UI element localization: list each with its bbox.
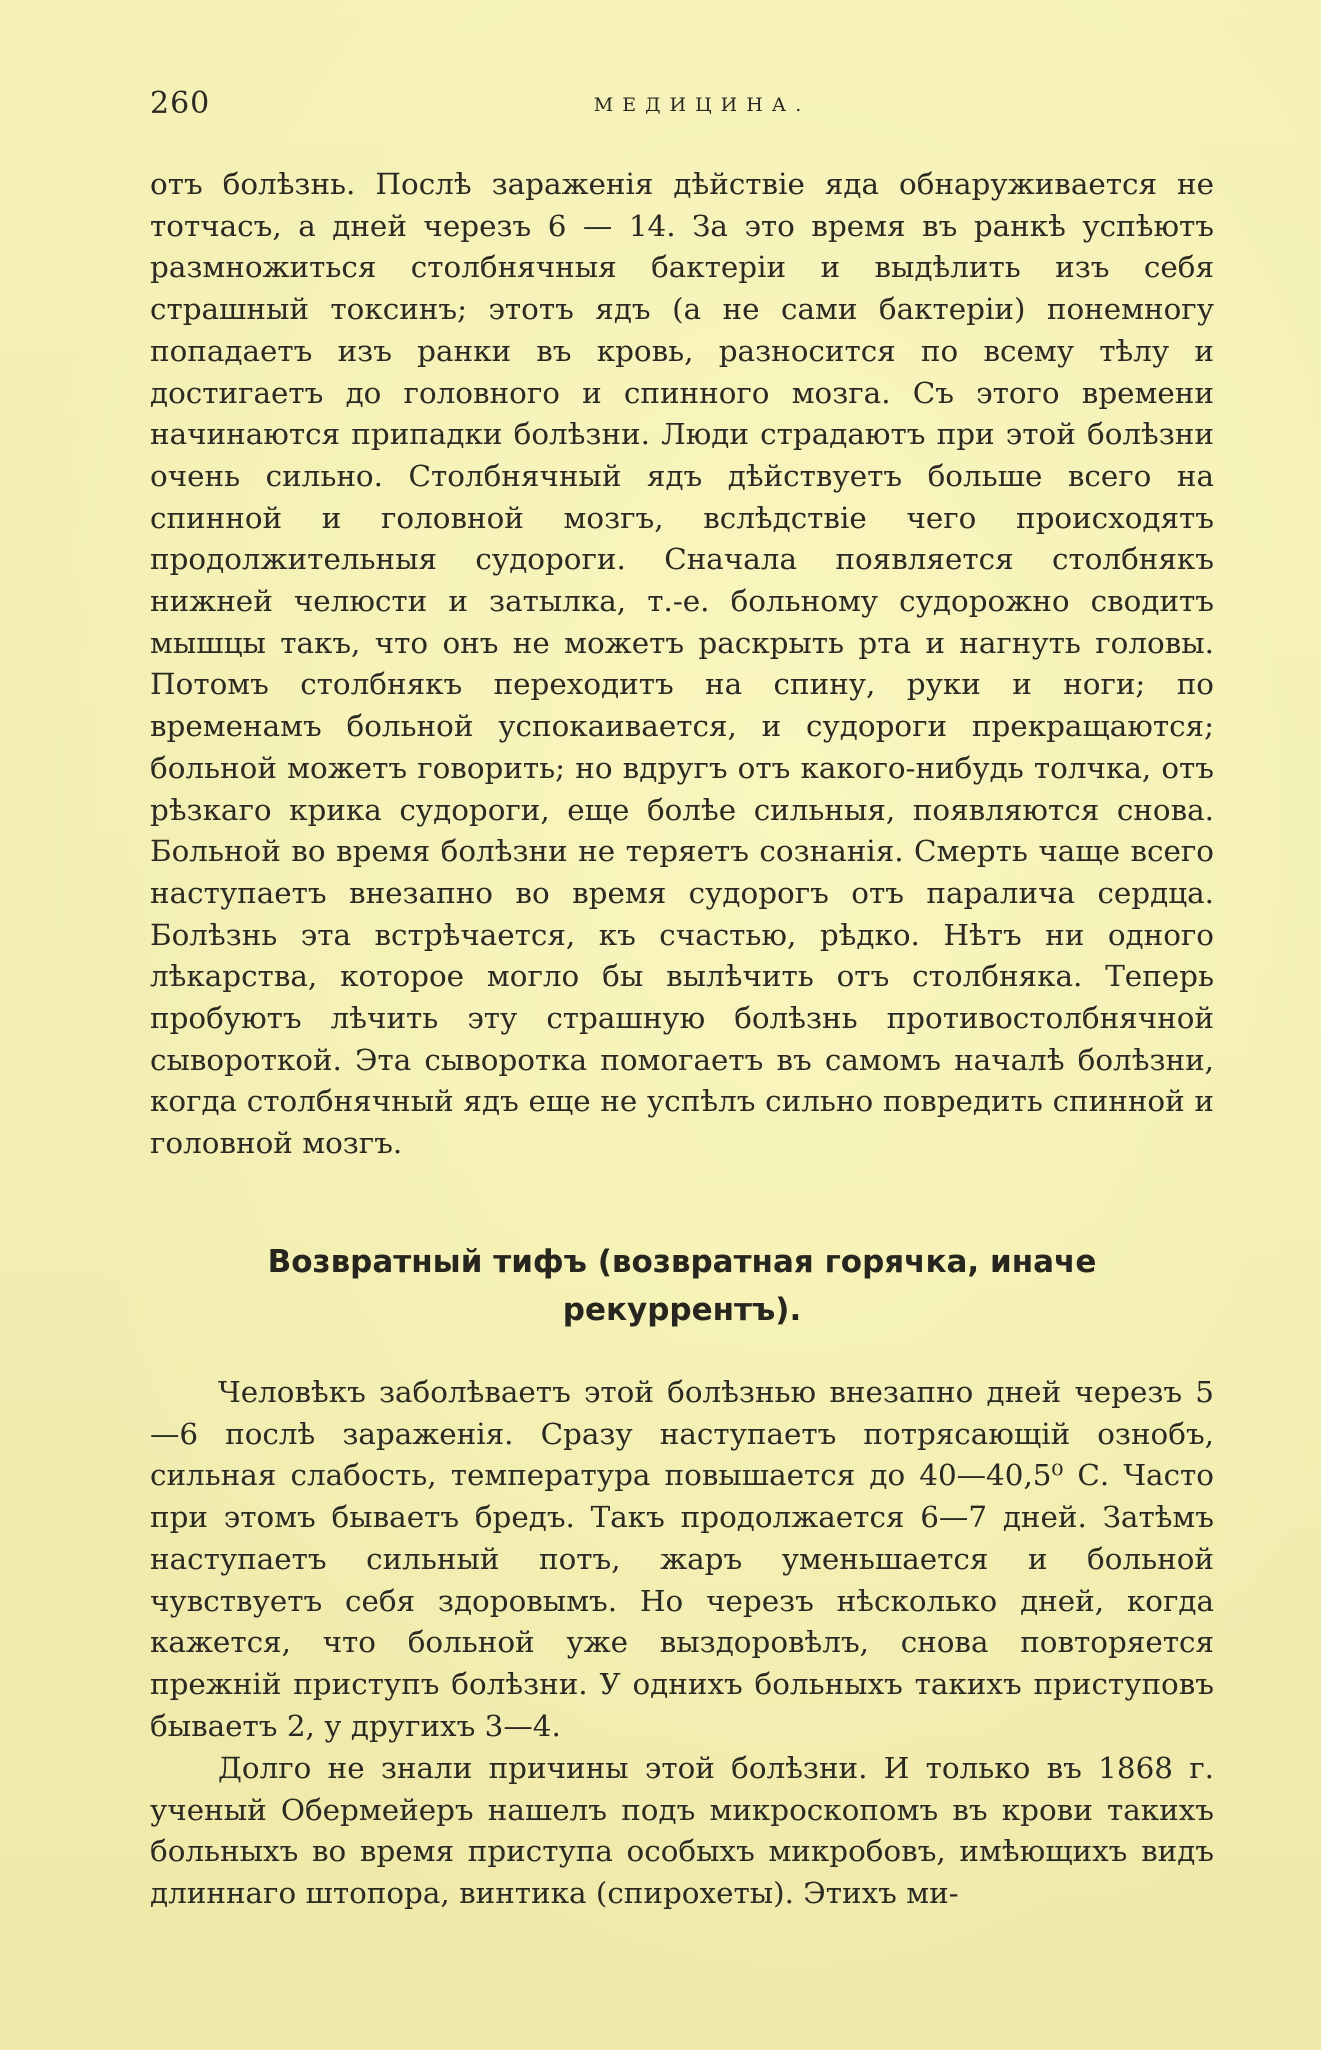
page-header <box>150 86 1214 126</box>
paragraph-text: Человѣкъ заболѣваетъ этой болѣзнью внезапно дней черезъ 5—6 послѣ зараженія. Сразу наступаетъ потрясающій ознобъ, сильная слабость, температура повышается до 40—40,5⁰ С. Часто при этомъ бываетъ бредъ. Такъ продолжается 6—7 дней. Затѣмъ наступаетъ сильный потъ, жаръ уменьшается и больной чувствуетъ себя здоровымъ. Но черезъ нѣсколько дней, когда кажется, что больной уже выздоровѣлъ, снова повторяется прежній приступъ болѣзни. У однихъ больныхъ такихъ приступовъ бываетъ 2, у другихъ 3—4. <box>150 1375 1214 1743</box>
paragraph-tetanus-continued <box>150 164 1214 1165</box>
running-title: МЕДИЦИНА. <box>593 94 811 116</box>
paragraph-text: Долго не знали причины этой болѣзни. И только въ 1868 г. ученый Обермейеръ нашелъ подъ микроскопомъ въ крови такихъ больныхъ во время приступа особыхъ микробовъ, имѣющихъ видъ длиннаго штопора, винтика (спирохеты). Этихъ ми- <box>150 1751 1214 1911</box>
paragraph-text: отъ болѣзнь. Послѣ зараженія дѣйствіе яда обнаруживается не тотчасъ, а дней черезъ 6 — 14. За это время въ ранкѣ успѣютъ размножиться столбнячныя бактеріи и выдѣлить изъ себя страшный токсинъ; этотъ ядъ (а не сами бактеріи) понемногу попадаетъ изъ ранки въ кровь, разносится по всему тѣлу и достигаетъ до головного и спинного мозга. Съ этого времени начинаются припадки болѣзни. Люди страдаютъ при этой болѣзни очень сильно. Столбнячный ядъ дѣйствуетъ больше всего на спинной и головной мозгъ, вслѣдствіе чего происходятъ продолжительныя судороги. Сначала появляется столбнякъ нижней челюсти и затылка, т.-е. больному судорожно сводитъ мышцы такъ, что онъ не можетъ раскрыть рта и нагнуть головы. Потомъ столбнякъ переходитъ на спину, руки и ноги; по временамъ больной успокаивается, и судороги прекращаются; больной можетъ говорить; но вдругъ отъ какого-нибудь толчка, отъ рѣзкаго крика судороги, еще болѣе сильныя, появляются снова. Больной во время болѣзни не теряетъ сознанія. Смерть чаще всего наступаетъ внезапно во время судорогъ отъ паралича сердца. Болѣзнь эта встрѣчается, къ счастью, рѣдко. Нѣтъ ни одного лѣкарства, которое могло бы вылѣчить отъ столбняка. Теперь пробуютъ лѣчить эту страшную болѣзнь противостолбнячной сывороткой. Эта сыворотка помогаетъ въ самомъ началѣ болѣзни, когда столбнячный ядъ еще не успѣлъ сильно повредить спинной и головной мозгъ. <box>150 167 1214 1161</box>
paragraph-relapsing-fever-symptoms <box>150 1372 1214 1747</box>
section-heading: Возвратный тифъ (возвратная горячка, иначе рекуррентъ). <box>267 1244 1097 1328</box>
paragraph-relapsing-fever-cause <box>150 1748 1214 1915</box>
page-number: 260 <box>150 86 211 121</box>
